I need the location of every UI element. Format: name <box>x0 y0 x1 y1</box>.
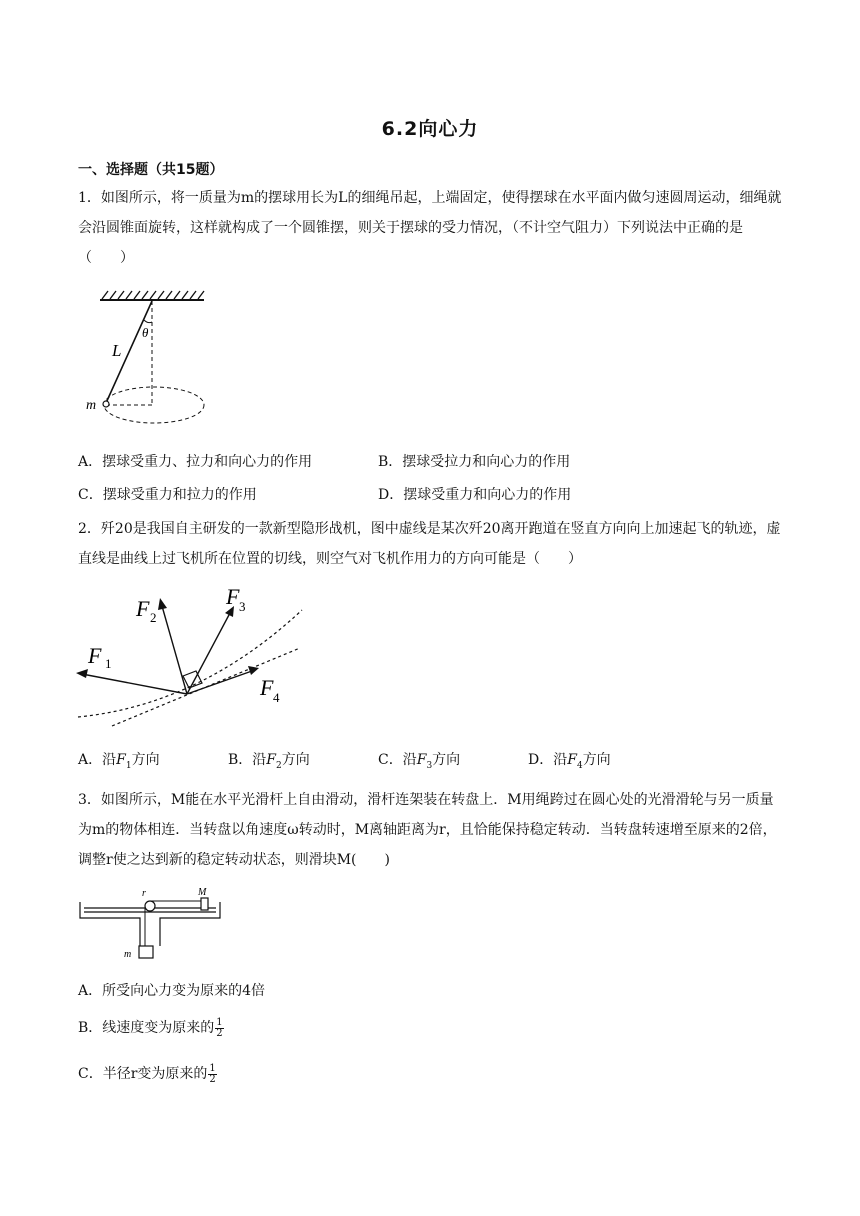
takeoff-force-figure <box>70 580 320 730</box>
slider-mass-label: M <box>198 887 207 898</box>
fraction-denominator: 2 <box>216 1027 223 1039</box>
conical-pendulum-figure <box>78 290 218 440</box>
radius-label: r <box>142 888 146 899</box>
mass-label: m <box>86 398 97 413</box>
q2-option-b-sub: 2 <box>276 760 282 771</box>
q2-option-b-suffix: 方向 <box>281 752 310 768</box>
force-f4-label: F <box>260 675 274 700</box>
q2-option-c-prefix: C．沿 <box>378 752 417 768</box>
q2-option-c[interactable] <box>378 749 460 771</box>
q2-option-a-var: F <box>116 752 126 768</box>
q2-option-d-var: F <box>567 752 577 768</box>
q3-option-c[interactable] <box>78 1063 217 1085</box>
fraction-one-half <box>215 1018 223 1039</box>
q2-option-b-prefix: B．沿 <box>228 752 267 768</box>
fraction-denominator: 2 <box>209 1073 216 1085</box>
question-3-text: 3．如图所示，M能在水平光滑杆上自由滑动，滑杆连架装在转盘上．M用绳跨过在圆心处的光滑滑轮与另一质量为m的物体相连．当转盘以角速度ω转动时，M离轴距离为r，且恰能保持稳定转动．当转盘转速增至原来的2倍，调整r使之达到新的稳定转动状态，则滑块M( ) <box>78 792 777 868</box>
q2-option-a-sub: 1 <box>125 760 132 771</box>
angle-label: θ <box>142 325 149 340</box>
length-label: L <box>112 341 122 360</box>
section-heading: 一、选择题（共15题） <box>78 162 224 178</box>
force-f4-subscript: 4 <box>273 690 280 705</box>
q1-option-a[interactable]: A．摆球受重力、拉力和向心力的作用 <box>78 454 313 470</box>
q2-option-d-suffix: 方向 <box>582 752 611 768</box>
fraction-one-half <box>208 1064 216 1085</box>
q2-option-d-prefix: D．沿 <box>528 752 568 768</box>
q2-option-b-var: F <box>266 752 277 768</box>
force-f2-label: F <box>136 596 150 621</box>
force-f1-label: F <box>88 643 102 668</box>
force-f2-subscript: 2 <box>150 610 157 625</box>
q3-option-a[interactable]: A．所受向心力变为原来的4倍 <box>78 983 266 999</box>
q2-option-d-sub: 4 <box>576 760 583 771</box>
q2-option-a-prefix: A．沿 <box>78 752 117 768</box>
fraction-numerator: 1 <box>216 1016 223 1028</box>
question-1-text: 1．如图所示，将一质量为m的摆球用长为L的细绳吊起，上端固定，使得摆球在水平面内做匀速圆周运动，细绳就会沿圆锥面旋转，这样就构成了一个圆锥摆，则关于摆球的受力情况，（不计空气阻力）下列说法中正确的是（ ） <box>78 190 782 266</box>
q2-option-b[interactable] <box>228 749 310 771</box>
q3-option-b[interactable] <box>78 1017 224 1039</box>
q1-option-d[interactable]: D．摆球受重力和向心力的作用 <box>378 487 572 503</box>
q3-option-b-text: B．线速度变为原来的 <box>78 1020 215 1036</box>
q2-option-c-var: F <box>416 752 427 768</box>
force-f3-label: F <box>226 584 240 609</box>
page-title: 6.2向心力 <box>381 118 479 140</box>
q2-option-c-suffix: 方向 <box>432 752 461 768</box>
q1-option-c[interactable]: C．摆球受重力和拉力的作用 <box>78 487 257 503</box>
fraction-numerator: 1 <box>209 1062 216 1074</box>
force-f1-subscript: 1 <box>105 656 112 671</box>
q3-option-c-text: C．半径r变为原来的 <box>78 1066 208 1082</box>
question-2-text: 2．歼20是我国自主研发的一款新型隐形战机，图中虚线是某次歼20离开跑道在竖直方向向上加速起飞的轨迹，虚直线是曲线上过飞机所在位置的切线，则空气对飞机作用力的方向可能是（ ） <box>78 521 781 567</box>
q2-option-d[interactable] <box>528 749 611 771</box>
force-f3-subscript: 3 <box>239 599 246 614</box>
turntable-figure <box>78 884 228 964</box>
q2-option-a-suffix: 方向 <box>131 752 160 768</box>
hanging-mass-label: m <box>124 949 132 960</box>
q2-option-c-sub: 3 <box>426 760 433 771</box>
q2-option-a[interactable] <box>78 749 160 771</box>
q1-option-b[interactable]: B．摆球受拉力和向心力的作用 <box>378 454 571 470</box>
